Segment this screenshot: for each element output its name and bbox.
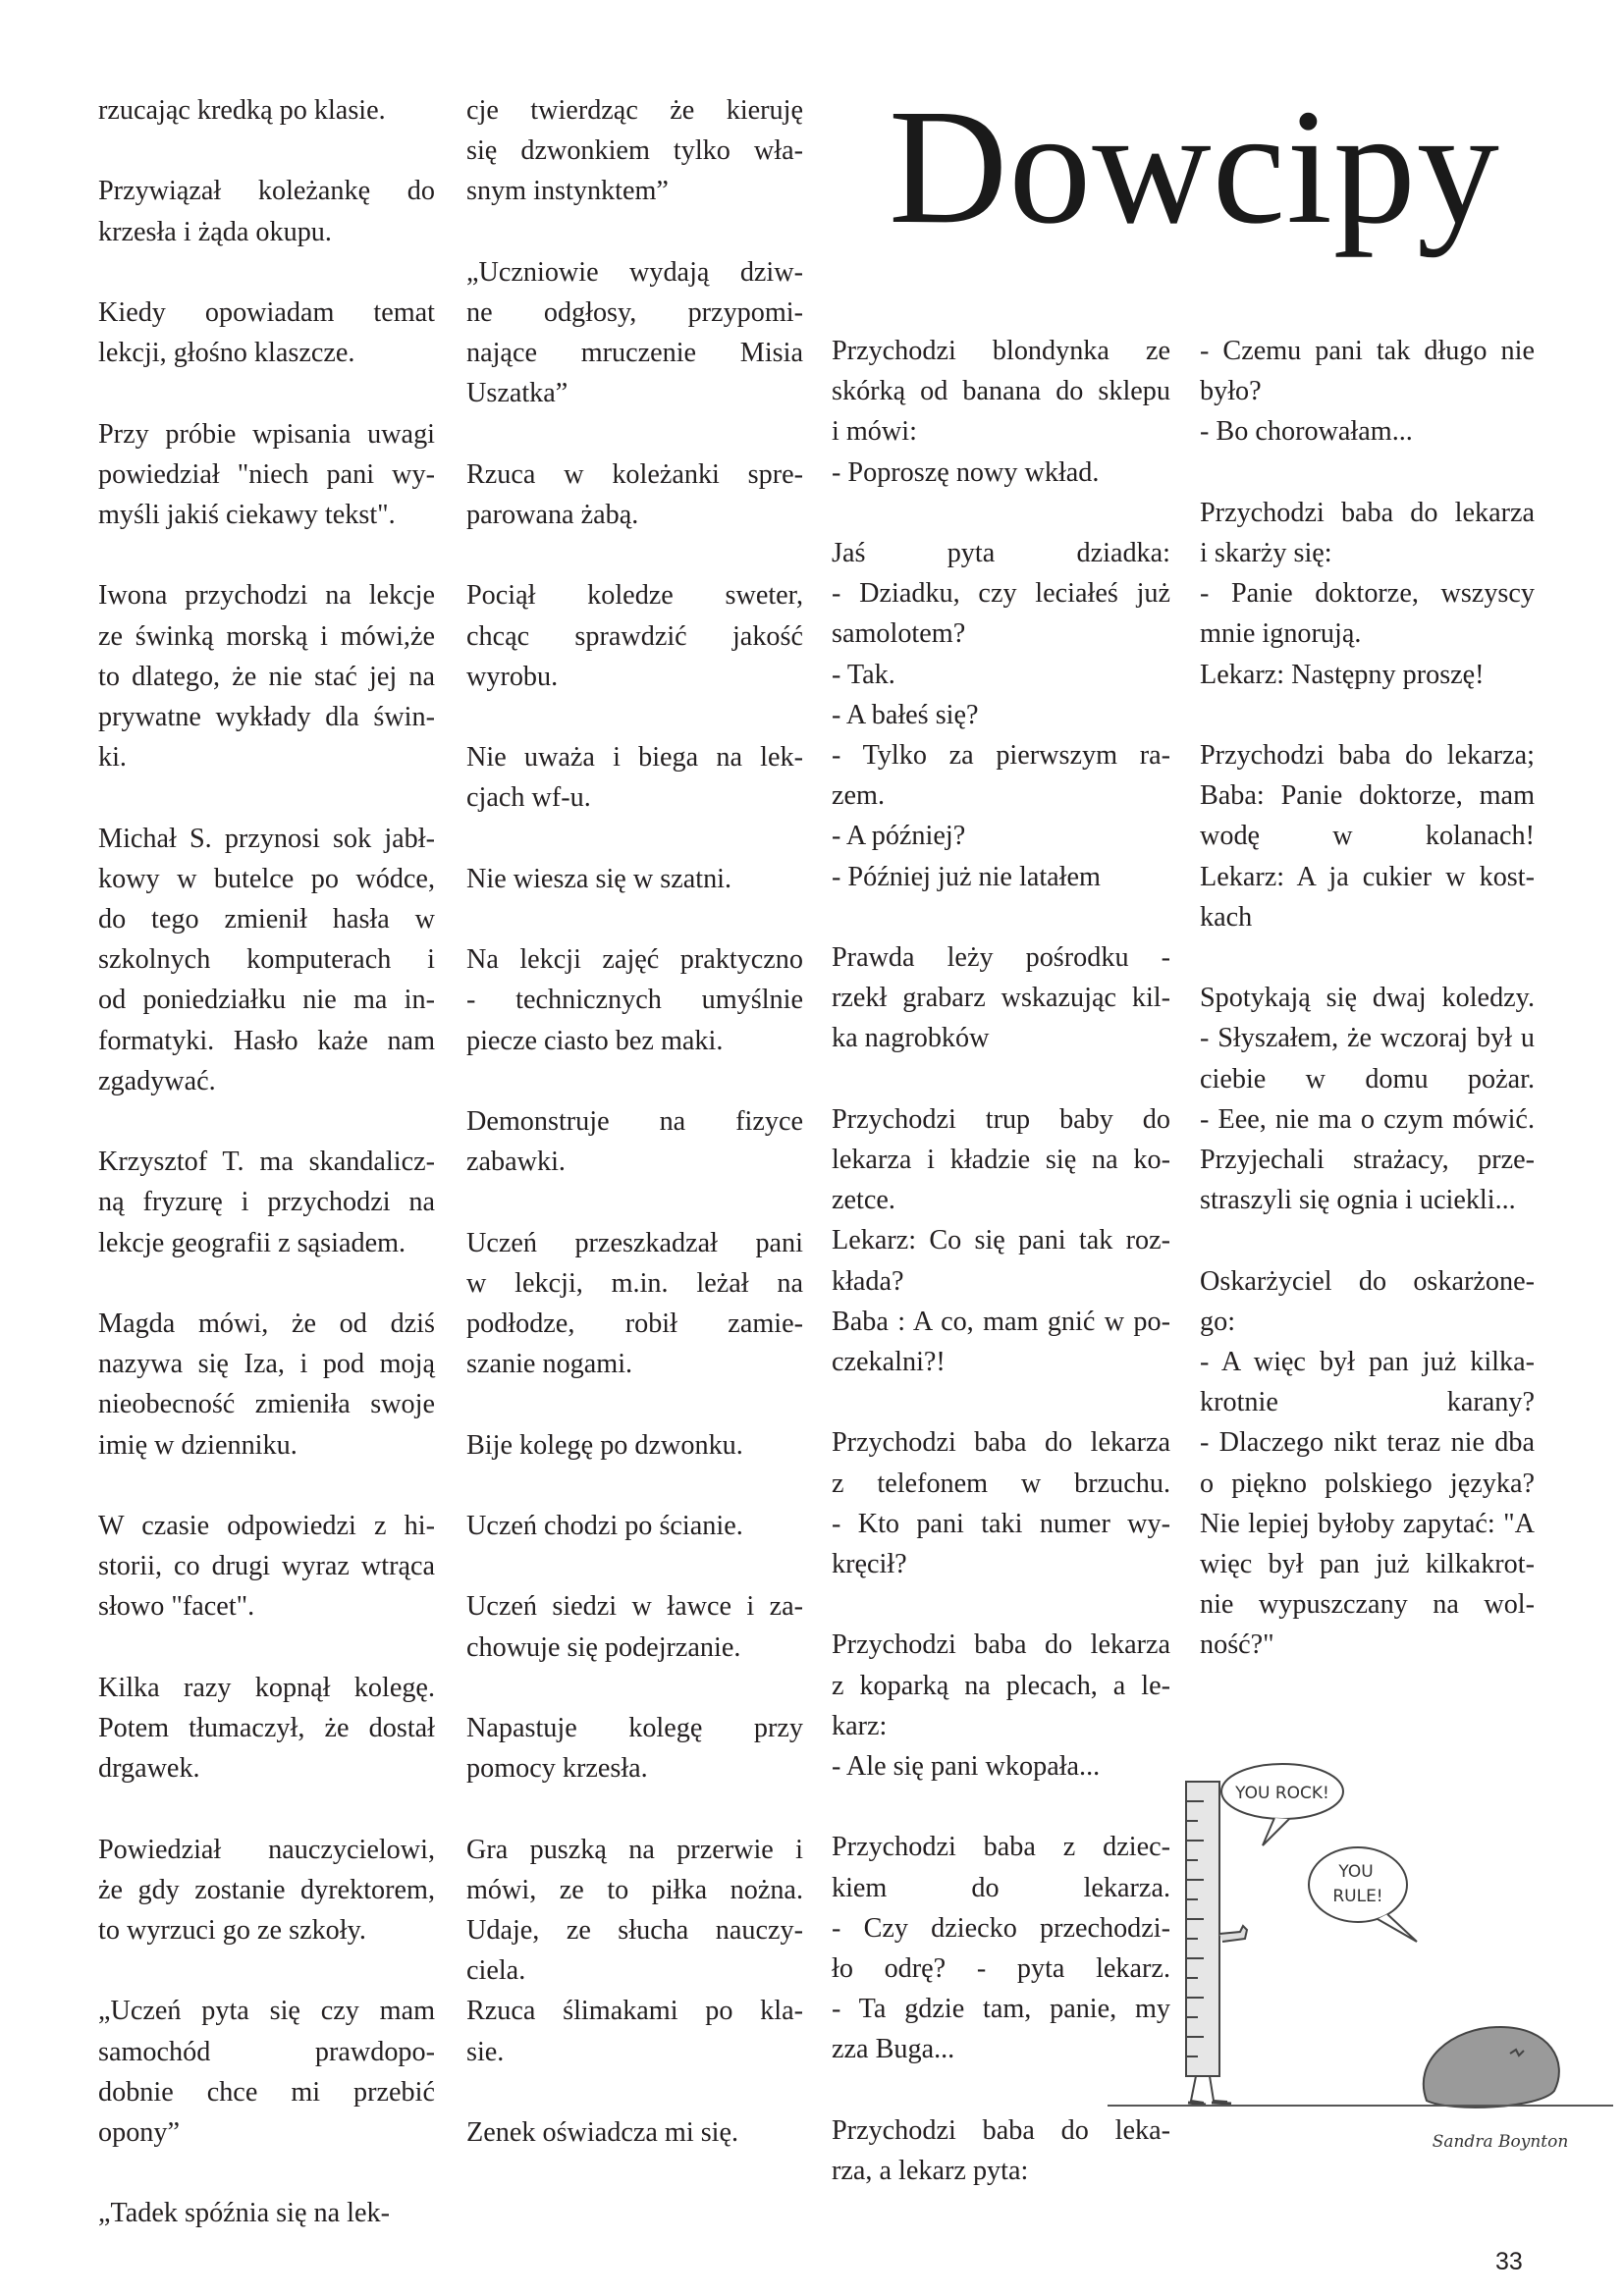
text-line: - A bałeś się? (832, 699, 979, 730)
text-line: podłodze, robił zamie- (466, 1308, 803, 1339)
text-line: - Poproszę nowy wkład. (832, 456, 1100, 488)
text-line: rzekł grabarz wskazując kil- (832, 983, 1170, 1014)
text-line: prywatne wykłady dla świn- (98, 701, 435, 732)
text-line: cjach wf-u. (466, 782, 591, 814)
paragraph (98, 2193, 435, 2233)
text-line: czekalni?! (832, 1347, 946, 1378)
text-line: - Dziadku, czy leciałeś już (832, 578, 1170, 610)
text-line: zgadywać. (98, 1065, 216, 1096)
text-line: krotnie karany? (1200, 1387, 1535, 1418)
text-line: Gra puszką na przerwie i (466, 1834, 803, 1865)
text-line: kowy w butelce po wódce, (98, 863, 435, 894)
text-line: Rzuca ślimakami po kla- (466, 1996, 803, 2027)
text-line: Lekarz: Następny proszę! (1200, 659, 1485, 690)
text-line: snym instynktem” (466, 176, 669, 207)
text-line: Prawda leży pośrodku - (832, 942, 1170, 974)
text-line: straszyli się ognia i uciekli... (1200, 1185, 1516, 1216)
paragraph (466, 575, 803, 697)
paragraph (832, 533, 1170, 897)
text-line: rza, a lekarz pyta: (832, 2156, 1029, 2187)
text-line: szkolnych komputerach i (98, 944, 435, 976)
text-line: mnie ignorują. (1200, 618, 1362, 650)
paragraph (98, 1991, 435, 2153)
column-4 (1200, 331, 1535, 1706)
page-title: Dowcipy (889, 76, 1500, 258)
bubble-2-text-line1: YOU (1338, 1862, 1374, 1882)
text-line: mówi, ze to piłka nożna. (466, 1874, 803, 1905)
text-line: Nie lepiej byłoby zapytać: "A (1200, 1508, 1535, 1539)
text-line: lekarza i kładzie się na ko- (832, 1145, 1170, 1176)
text-line: Przychodzi trup baby do (832, 1103, 1170, 1135)
text-line: Na lekcji zajęć praktyczno (466, 944, 803, 976)
paragraph (466, 737, 803, 818)
text-line: opony” (98, 2116, 180, 2148)
text-line: - Bo chorowałam... (1200, 416, 1413, 448)
text-line: do tego zmienił hasła w (98, 903, 435, 934)
paragraph (98, 1142, 435, 1263)
text-line: sie. (466, 2036, 505, 2067)
paragraph (98, 293, 435, 373)
text-line: Uszatka” (466, 378, 568, 409)
paragraph (1200, 978, 1535, 1220)
text-line: Potem tłumaczył, że dostał (98, 1712, 435, 1743)
paragraph (466, 1223, 803, 1385)
text-line: storii, co drugi wyraz wtrąca (98, 1551, 435, 1582)
text-line: imię w dzienniku. (98, 1429, 298, 1461)
text-line: Spotykają się dwaj koledzy. (1200, 983, 1535, 1014)
column-2 (466, 90, 803, 2193)
text-line: Przychodzi baba do lekarza (832, 1427, 1170, 1459)
text-line: Oskarżyciel do oskarżone- (1200, 1265, 1535, 1297)
text-line: Przywiązał koleżankę do (98, 176, 435, 207)
text-line: Nie uważa i biega na lek- (466, 742, 803, 774)
text-line: Przychodzi baba do lekarza; (1200, 740, 1535, 771)
text-line: ze świnką morską i mówi,że (98, 620, 435, 652)
rock-character (1424, 2027, 1559, 2108)
text-line: - Czy dziecko przechodzi- (832, 1912, 1170, 1944)
bubble-1-text: YOU ROCK! (1235, 1784, 1329, 1803)
text-line: Bije kolegę po dzwonku. (466, 1429, 743, 1461)
paragraph (1200, 493, 1535, 695)
text-line: Przychodzi baba do lekarza (832, 1629, 1170, 1661)
text-line: zza Buga... (832, 2034, 955, 2065)
text-line: Przychodzi baba do leka- (832, 2114, 1170, 2146)
text-line: dobnie chce mi przebić (98, 2076, 435, 2108)
ruler-character (1186, 1782, 1247, 2105)
text-line: Uczeń chodzi po ścianie. (466, 1510, 743, 1541)
paragraph (98, 1668, 435, 1789)
paragraph (98, 414, 435, 536)
text-line: kach (1200, 901, 1253, 933)
text-line: - Eee, nie ma o czym mówić. (1200, 1103, 1535, 1135)
text-line: parowana żabą. (466, 500, 639, 530)
speech-bubble-1 (1221, 1764, 1343, 1845)
text-line: lekcje geografii z sąsiadem. (98, 1227, 406, 1258)
text-line: Jaś pyta dziadka: (832, 538, 1170, 568)
text-line: Udaje, ze słucha nauczy- (466, 1914, 803, 1946)
paragraph (1200, 1261, 1535, 1666)
text-line: Baba : A co, mam gnić w po- (832, 1306, 1170, 1337)
bubble-2-text-line2: RULE! (1332, 1887, 1383, 1906)
paragraph (98, 1304, 435, 1466)
text-line: - technicznych umyślnie (466, 985, 803, 1016)
text-line: lekcji, głośno klaszcze. (98, 338, 355, 369)
text-line: że gdy zostanie dyrektorem, (98, 1874, 435, 1905)
paragraph (466, 90, 803, 212)
text-line: formatyki. Hasło każe nam (98, 1025, 435, 1056)
paragraph (1200, 331, 1535, 453)
text-line: Demonstruje na fizyce (466, 1105, 803, 1137)
paragraph (832, 331, 1170, 493)
text-line: kłada? (832, 1265, 904, 1297)
text-line: kręcił? (832, 1549, 907, 1580)
text-line: zem. (832, 780, 885, 812)
text-line: Lekarz: A ja cukier w kost- (1200, 861, 1535, 892)
text-line: powiedział "niech pani wy- (98, 458, 435, 490)
text-line: - Tylko za pierwszym ra- (832, 740, 1170, 772)
text-line: Uczeń przeszkadzał pani (466, 1227, 803, 1258)
text-line: w lekcji, m.in. leżał na (466, 1267, 803, 1299)
text-line: „Uczniowie wydają dziw- (466, 256, 803, 288)
paragraph (466, 1586, 803, 1667)
paragraph (466, 454, 803, 535)
text-line: Nie wiesza się w szatni. (466, 863, 732, 894)
text-line: ność?" (1200, 1629, 1274, 1661)
text-line: Przychodzi baba z dziec- (832, 1832, 1170, 1863)
text-line: skórką od banana do sklepu (832, 376, 1170, 407)
text-line: nieobecność zmieniła swoje (98, 1389, 435, 1420)
text-line: - Tak. (832, 659, 895, 690)
artist-signature: Sandra Boynton (1432, 2132, 1569, 2152)
text-line: Lekarz: Co się pani tak roz- (832, 1225, 1170, 1256)
text-line: - Słyszałem, że wczoraj był u (1200, 1023, 1535, 1054)
text-line: „Uczeń pyta się czy mam (98, 1996, 435, 2027)
text-line: Krzysztof T. ma skandalicz- (98, 1147, 435, 1178)
text-line: to wyrzuci go ze szkoły. (98, 1914, 366, 1946)
text-line: cje twierdząc że kieruję (466, 95, 803, 126)
text-line: kiem do lekarza. (832, 1872, 1170, 1903)
paragraph (466, 1506, 803, 1546)
text-line: i skarży się: (1200, 538, 1332, 568)
text-line: i mówi: (832, 416, 917, 448)
text-line: Pociął koledze sweter, (466, 580, 803, 612)
text-line: Przychodzi baba do lekarza (1200, 497, 1535, 528)
text-line: Przychodzi blondynka ze (832, 336, 1170, 366)
text-line: wodę w kolanach! (1200, 821, 1535, 852)
text-line: - A więc był pan już kilka- (1200, 1347, 1535, 1378)
paragraph (98, 819, 435, 1101)
paragraph (466, 1425, 803, 1466)
paragraph (1200, 735, 1535, 937)
text-line: to dlatego, że nie stać jej na (98, 661, 435, 692)
text-line: Magda mówi, że od dziś (98, 1308, 435, 1339)
text-line: - Ale się pani wkopała... (832, 1751, 1101, 1783)
text-line: Rzuca w koleżanki spre- (466, 458, 803, 490)
paragraph (832, 1422, 1170, 1584)
text-line: Napastuje kolegę przy (466, 1712, 803, 1743)
text-line: Zenek oświadcza mi się. (466, 2116, 739, 2148)
text-line: rzucając kredką po klasie. (98, 95, 386, 126)
text-line: o piękno polskiego języka? (1200, 1468, 1535, 1499)
text-line: - Później już nie latałem (832, 861, 1101, 892)
text-line: go: (1200, 1306, 1236, 1337)
text-line: od poniedziałku nie ma in- (98, 985, 435, 1016)
paragraph (466, 1830, 803, 2072)
text-line: Baba: Panie doktorze, mam (1200, 780, 1535, 812)
text-line: myśli jakiś ciekawy tekst". (98, 499, 396, 530)
paragraph (832, 1099, 1170, 1382)
text-line: z koparką na plecach, a le- (832, 1670, 1170, 1701)
text-line: Kiedy opowiadam temat (98, 296, 435, 328)
text-line: z telefonem w brzuchu. (832, 1468, 1170, 1499)
cartoon-illustration (1078, 1669, 1613, 2160)
paragraph (466, 1708, 803, 1789)
text-line: - A później? (832, 821, 966, 852)
paragraph (466, 939, 803, 1061)
text-line: - Panie doktorze, wszyscy (1200, 578, 1535, 610)
paragraph (98, 1506, 435, 1628)
text-line: ne odgłosy, przypomi- (466, 297, 803, 328)
paragraph (98, 90, 435, 131)
text-line: zabawki. (466, 1147, 566, 1178)
text-line: Przyjechali strażacy, prze- (1200, 1145, 1535, 1176)
text-line: ło odrę? - pyta lekarz. (832, 1953, 1170, 1985)
paragraph (98, 1830, 435, 1951)
text-line: karz: (832, 1710, 888, 1741)
text-line: - Ta gdzie tam, panie, my (832, 1994, 1170, 2025)
text-line: Przy próbie wpisania uwagi (98, 418, 435, 450)
text-line: więc był pan już kilkakrot- (1200, 1549, 1535, 1580)
text-line: samochód prawdopo- (98, 2036, 435, 2067)
text-line: - Kto pani taki numer wy- (832, 1508, 1170, 1539)
text-line: nie wypuszczany na wol- (1200, 1589, 1535, 1621)
text-line: nające mruczenie Misia (466, 338, 803, 369)
text-line: Kilka razy kopnął kolegę. (98, 1672, 435, 1703)
paragraph (466, 252, 803, 414)
text-line: się dzwonkiem tylko wła- (466, 135, 803, 167)
text-line: szanie nogami. (466, 1349, 633, 1380)
text-line: drgawek. (98, 1753, 200, 1785)
paragraph (98, 575, 435, 777)
text-line: „Tadek spóźnia się na lek- (98, 2198, 391, 2229)
paragraph (466, 2112, 803, 2153)
text-line: krzesła i żąda okupu. (98, 216, 332, 247)
text-line: piecze ciasto bez maki. (466, 1025, 724, 1056)
text-line: ciebie w domu pożar. (1200, 1063, 1535, 1095)
text-line: nazywa się Iza, i pod moją (98, 1349, 435, 1380)
text-line: - Czemu pani tak długo nie (1200, 336, 1535, 366)
text-line: Michał S. przynosi sok jabł- (98, 823, 435, 854)
text-line: - Dlaczego nikt teraz nie dba (1200, 1427, 1535, 1459)
page-number: 33 (1495, 2248, 1523, 2275)
text-line: Uczeń siedzi w ławce i za- (466, 1591, 803, 1623)
text-line: Powiedział nauczycielowi, (98, 1834, 435, 1865)
text-line: zetce. (832, 1185, 895, 1216)
paragraph (466, 1101, 803, 1182)
paragraph (466, 859, 803, 899)
text-line: chowuje się podejrzanie. (466, 1631, 741, 1663)
text-line: było? (1200, 376, 1262, 407)
text-line: pomocy krzesła. (466, 1753, 648, 1785)
text-line: chcąc sprawdzić jakość (466, 620, 803, 652)
text-line: W czasie odpowiedzi z hi- (98, 1510, 435, 1541)
paragraph (832, 937, 1170, 1059)
text-line: samolotem? (832, 618, 966, 650)
text-line: wyrobu. (466, 661, 559, 692)
text-line: słowo "facet". (98, 1591, 255, 1623)
text-line: ciela. (466, 1955, 526, 1987)
text-line: ka nagrobków (832, 1023, 990, 1054)
column-1 (98, 90, 435, 2274)
text-line: ną fryzurę i przychodzi na (98, 1187, 435, 1218)
text-line: Iwona przychodzi na lekcje (98, 580, 435, 612)
text-line: ki. (98, 742, 127, 774)
paragraph (98, 171, 435, 251)
